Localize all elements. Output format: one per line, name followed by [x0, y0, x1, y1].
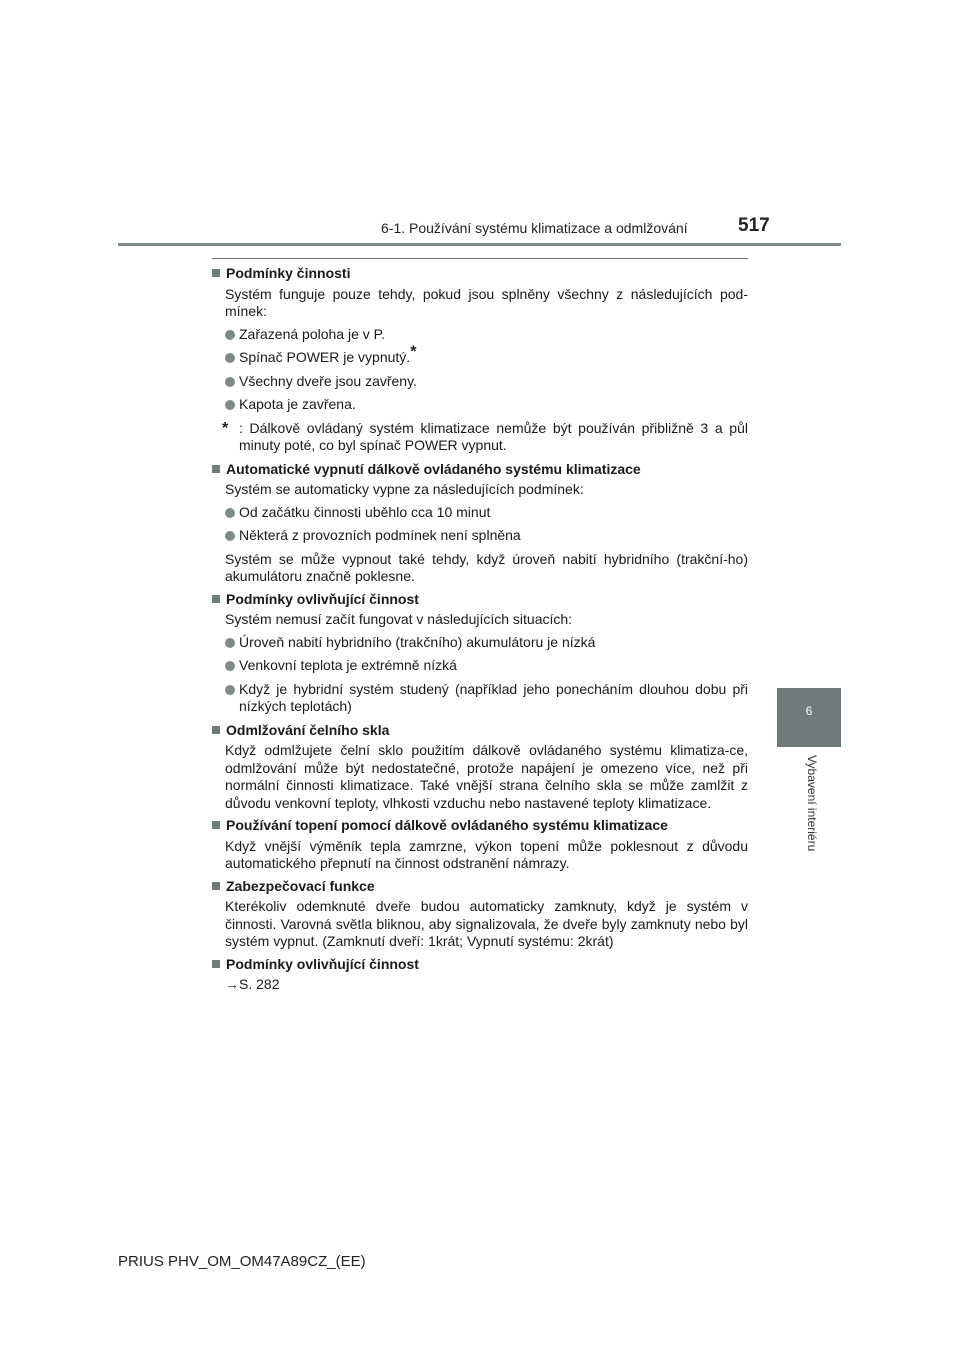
section-heading-text: Odmlžování čelního skla — [226, 721, 390, 738]
section-intro: Když vnější výměník tepla zamrzne, výkon topení může poklesnout z důvodu automatického přepnutí na činnost odstranění námrazy. — [225, 837, 748, 871]
section-heating — [212, 817, 748, 873]
section-security — [212, 878, 748, 951]
section-heading-text: Automatické vypnutí dálkově ovládaného systému klimatizace — [226, 460, 641, 477]
page-number: 517 — [738, 215, 770, 236]
section-windshield-defog — [212, 722, 748, 813]
header-title: 6-1. Používání systému klimatizace a odmlžování — [381, 220, 688, 236]
list-item — [212, 343, 748, 367]
header-rule — [118, 243, 841, 246]
section-intro: Systém nemusí začít fungovat v následujících situacích: — [225, 611, 573, 627]
section-intro: Kterékoliv odemknuté dveře budou automaticky zamknuty, když je systém v činnosti. Varovná světla bliknou, aby signalizovala, že dveře byly zamknuty nebo byl systém vypnut. (Zamknutí dveří: 1krát; Vypnutí systému: 2krát) — [225, 898, 748, 949]
list-item-text: Venkovní teplota je extrémně nízká — [239, 657, 457, 673]
square-bullet-icon — [212, 960, 220, 968]
list-item-text: Od začátku činnosti uběhlo cca 10 minut — [239, 503, 491, 520]
square-bullet-icon — [212, 821, 220, 829]
list-item-text: Všechny dveře jsou zavřeny. — [239, 372, 417, 389]
footnote-mark: * — [222, 419, 229, 437]
section-heading-text: Podmínky činnosti — [226, 265, 351, 281]
section-operating-conditions — [212, 265, 748, 455]
list-item — [212, 396, 748, 414]
list-item-text: Spínač POWER je vypnutý. — [239, 349, 411, 365]
round-bullet-icon — [225, 508, 235, 518]
chapter-tab[interactable]: 6 — [777, 688, 841, 747]
content-rule — [212, 258, 748, 259]
list-item-text: Zařazená poloha je v P. — [239, 325, 386, 342]
content — [212, 265, 748, 999]
list-item — [212, 504, 748, 522]
round-bullet-icon — [225, 685, 235, 695]
list-item — [212, 634, 748, 652]
section-heading — [212, 461, 748, 479]
section-heading — [212, 591, 748, 609]
section-heading — [212, 265, 748, 283]
footnote-text: : Dálkově ovládaný systém klimatizace nemůže být používán přibližně 3 a půl minuty poté, co byl spínač POWER vypnut. — [239, 419, 748, 453]
list-item — [212, 373, 748, 391]
round-bullet-icon — [225, 531, 235, 541]
section-heading-text: Podmínky ovlivňující činnost — [226, 590, 419, 607]
round-bullet-icon — [225, 400, 235, 410]
list-item — [212, 681, 748, 716]
section-heading-text: Zabezpečovací funkce — [226, 877, 375, 894]
list-item — [212, 326, 748, 344]
list-item-text: Úroveň nabití hybridního (trakčního) akumulátoru je nízká — [239, 633, 596, 650]
section-affecting-conditions — [212, 591, 748, 716]
section-heading — [212, 722, 748, 740]
list-item — [212, 527, 748, 545]
list-item-text: Některá z provozních podmínek není splněna — [239, 527, 521, 543]
round-bullet-icon — [225, 353, 235, 363]
section-heading-text: Používání topení pomocí dálkově ovládaného systému klimatizace — [226, 817, 668, 833]
section-heading — [212, 878, 748, 896]
section-intro: Když odmlžujete čelní sklo použitím dálkově ovládaného systému klimatiza-ce, odmlžování může být nedostatečné, protože napájení je omezeno více, než při normální činnosti klimatizace. Také vnější strana čelního skla se může zamlžit z důvodu venkovní teploty, vlhkosti vzduchu nebo nastavené teploty klimatizace. — [225, 742, 748, 811]
section-automatic-shutoff — [212, 461, 748, 586]
footer-doc-id: PRIUS PHV_OM_OM47A89CZ_(EE) — [118, 1253, 366, 1270]
section-intro: Systém se automaticky vypne za následujících podmínek: — [225, 481, 584, 497]
round-bullet-icon — [225, 661, 235, 671]
round-bullet-icon — [225, 330, 235, 340]
square-bullet-icon — [212, 882, 220, 890]
list-item — [212, 657, 748, 675]
footnote-reference: * — [410, 343, 417, 361]
section-outro: Systém se může vypnout také tehdy, když úroveň nabití hybridního (trakční-ho) akumulátoru značně poklesne. — [225, 550, 748, 584]
chapter-label: Vybavení interiéru — [805, 755, 819, 852]
section-heading — [212, 956, 748, 974]
square-bullet-icon — [212, 465, 220, 473]
section-intro: Systém funguje pouze tehdy, pokud jsou splněny všechny z následujících pod-mínek: — [225, 285, 748, 319]
list-item-text: Kapota je zavřena. — [239, 396, 356, 412]
section-affecting-conditions-ref — [212, 956, 748, 994]
square-bullet-icon — [212, 595, 220, 603]
footnote — [212, 420, 748, 455]
section-heading-text: Podmínky ovlivňující činnost — [226, 955, 419, 972]
round-bullet-icon — [225, 638, 235, 648]
round-bullet-icon — [225, 377, 235, 387]
square-bullet-icon — [212, 269, 220, 277]
list-item-text: Když je hybridní systém studený (například jeho ponecháním dlouhou dobu při nízkých teplotách) — [239, 680, 748, 714]
section-heading — [212, 817, 748, 835]
page-reference-link[interactable]: →S. 282 — [225, 976, 280, 992]
square-bullet-icon — [212, 726, 220, 734]
